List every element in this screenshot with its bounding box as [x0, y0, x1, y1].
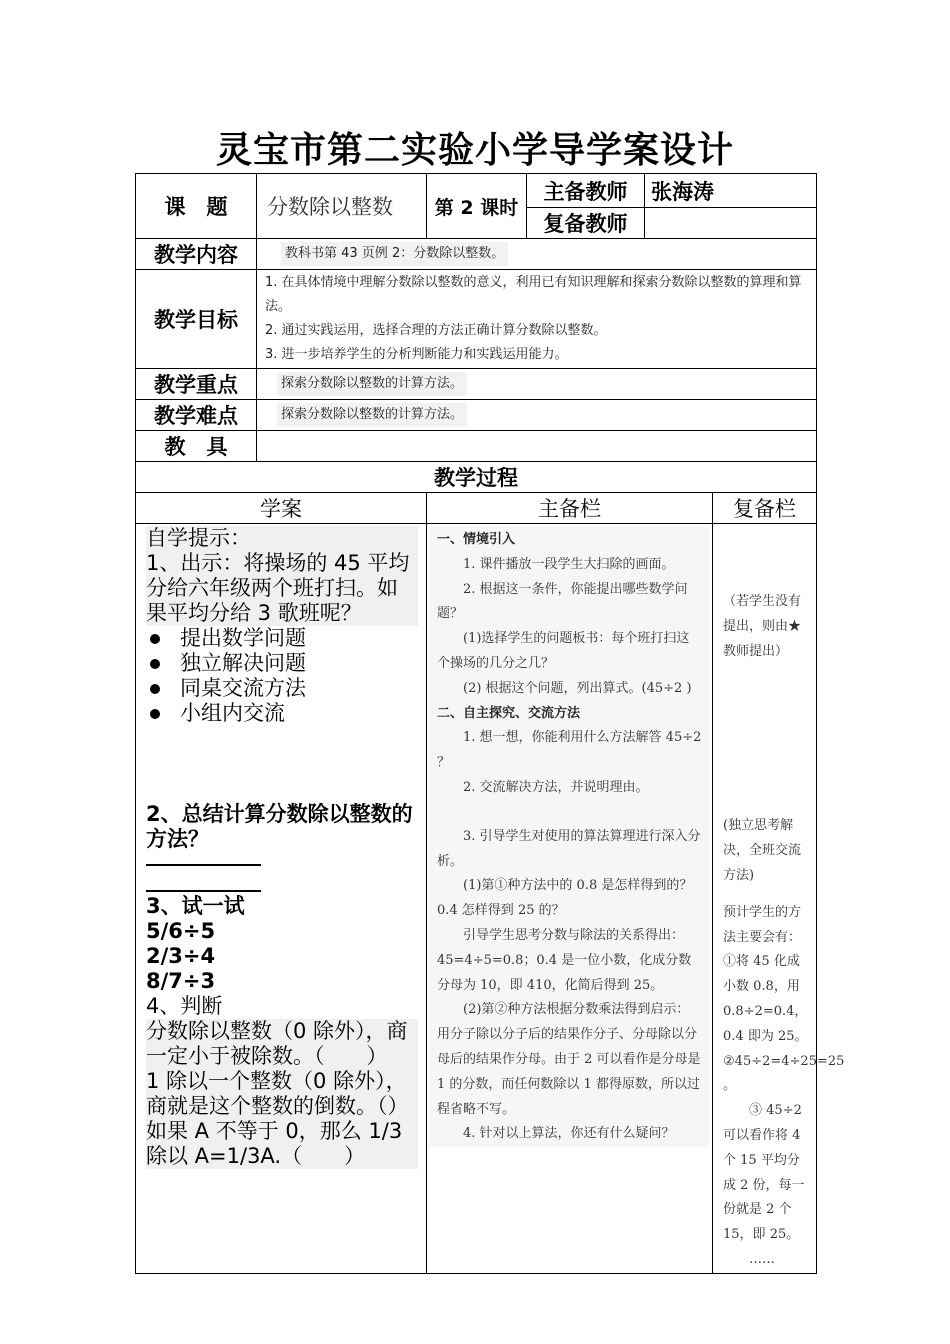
exercise-item: 5/6÷5 — [146, 919, 216, 943]
exercise-item: 2/3÷4 — [146, 944, 216, 968]
difficulty-value: 探索分数除以整数的计算方法。 — [277, 403, 467, 427]
main-item: 1. 想一想，你能利用什么方法解答 45÷2 ？ — [437, 730, 702, 771]
bullet-icon — [150, 709, 160, 719]
topic-label: 课 题 — [136, 174, 257, 239]
main-column — [427, 524, 713, 1274]
goal-item: 1. 在具体情境中理解分数除以整数的意义，利用已有知识理解和探索分数除以整数的算理和算法。 — [265, 275, 802, 314]
review-note: ③ 45÷2 可以看作将 4 个 15 平均分成 2 份，每一份就是 2 个 15，即 25。 — [723, 1103, 805, 1243]
main-item: 引导学生思考分数与除法的关系得出：45=4÷5=0.8；0.4 是一位小数，化成分数分母为 10，即 410，化简后得到 25。 — [437, 927, 692, 993]
tools-value — [257, 431, 817, 462]
list-item: 提出数学问题 — [146, 626, 418, 651]
key-point-label: 教学重点 — [136, 369, 257, 400]
column-header-study: 学案 — [136, 493, 427, 524]
section-heading: 二、自主探究、交流方法 — [437, 705, 581, 721]
list-item: 小组内交流 — [146, 701, 418, 726]
tools-label: 教 具 — [136, 431, 257, 462]
main-item: (1)选择学生的问题板书：每个班打扫这个操场的几分之几？ — [437, 631, 690, 671]
review-note: (独立思考解决，全班交流方法) — [723, 818, 802, 883]
bullet-icon — [150, 634, 160, 644]
answer-line — [146, 890, 261, 892]
study-column — [136, 524, 427, 1274]
review-note: 预计学生的方法主要会有：①将 45 化成小数 0.8，用 0.8÷2=0.4，0.4 即为 25。 — [723, 904, 808, 1044]
study-hint: 自学提示： — [146, 526, 418, 551]
content-value: 教科书第 43 页例 2：分数除以整数。 — [281, 242, 508, 266]
topic-value: 分数除以整数 — [257, 174, 427, 239]
main-item: 3. 引导学生对使用的算法算理进行深入分析。 — [437, 828, 701, 869]
main-item: (2) 根据这个问题，列出算式。(45÷2 ) — [463, 680, 692, 696]
judge-item: 分数除以整数（0 除外），商一定小于被除数。（ ） — [146, 1019, 418, 1069]
goals-list — [257, 270, 817, 369]
study-question-3: 3、试一试 — [146, 894, 245, 918]
main-item: (1)第①种方法中的 0.8 是怎样得到的？0.4 怎样得到 25 的？ — [437, 878, 693, 919]
goal-item: 3. 进一步培养学生的分析判断能力和实践运用能力。 — [265, 347, 568, 362]
content-label: 教学内容 — [136, 239, 257, 270]
section-heading: 一、情境引入 — [437, 532, 516, 547]
list-item: 同桌交流方法 — [146, 676, 418, 701]
judge-item: 如果 A 不等于 0，那么 1/3 除以 A=1/3A.（ ） — [146, 1119, 418, 1169]
main-item: 2. 根据这一条件，你能提出哪些数学问题？ — [437, 581, 688, 622]
goals-label: 教学目标 — [136, 270, 257, 369]
main-teacher-label: 主备教师 — [527, 174, 645, 208]
study-question-4: 4、判断 — [146, 994, 223, 1018]
page-title: 灵宝市第二实验小学导学案设计 — [215, 130, 734, 171]
key-point-value: 探索分数除以整数的计算方法。 — [277, 372, 467, 396]
column-header-review: 复备栏 — [713, 493, 817, 524]
lesson-plan-table — [135, 173, 845, 1274]
study-question-1: 1、出示：将操场的 45 平均分给六年级两个班打扫。如果平均分给 3 歌班呢？ — [146, 551, 418, 626]
review-note: ②45÷2=4÷25=25 。 — [723, 1053, 845, 1094]
review-teacher-label: 复备教师 — [527, 208, 645, 239]
main-teacher-name: 张海涛 — [645, 174, 817, 208]
review-column — [713, 524, 845, 1274]
study-question-2: 2、总结计算分数除以整数的方法？ — [146, 802, 413, 851]
main-item: 1. 课件播放一段学生大扫除的画面。 — [463, 556, 675, 572]
bullet-icon — [150, 684, 160, 694]
exercise-item: 8/7÷3 — [146, 969, 216, 993]
column-header-main: 主备栏 — [427, 493, 713, 524]
main-item: 2. 交流解决方法，并说明理由。 — [463, 779, 649, 795]
main-item: 4. 针对以上算法，你还有什么疑问？ — [463, 1126, 675, 1142]
main-item: (2)第②种方法根据分数乘法得到启示：用分子除以分子后的结果作分子、分母除以分母后的结果作分母。由于 2 可以看作是分母是 1 的分数，而任何数除以 1 都得原数，所以过程省略不写。 — [437, 1002, 701, 1117]
lesson-number: 第 2 课时 — [427, 174, 527, 239]
list-item: 独立解决问题 — [146, 651, 418, 676]
review-note: …… — [749, 1251, 776, 1267]
difficulty-label: 教学难点 — [136, 400, 257, 431]
bullet-icon — [150, 659, 160, 669]
review-teacher-name — [645, 208, 817, 239]
judge-item: 1 除以一个整数（0 除外），商就是这个整数的倒数。（） — [146, 1069, 418, 1119]
goal-item: 2. 通过实践运用，选择合理的方法正确计算分数除以整数。 — [265, 323, 607, 338]
review-note: （若学生没有提出，则由★教师提出） — [723, 594, 802, 659]
answer-line — [146, 864, 261, 866]
process-title: 教学过程 — [136, 462, 817, 493]
